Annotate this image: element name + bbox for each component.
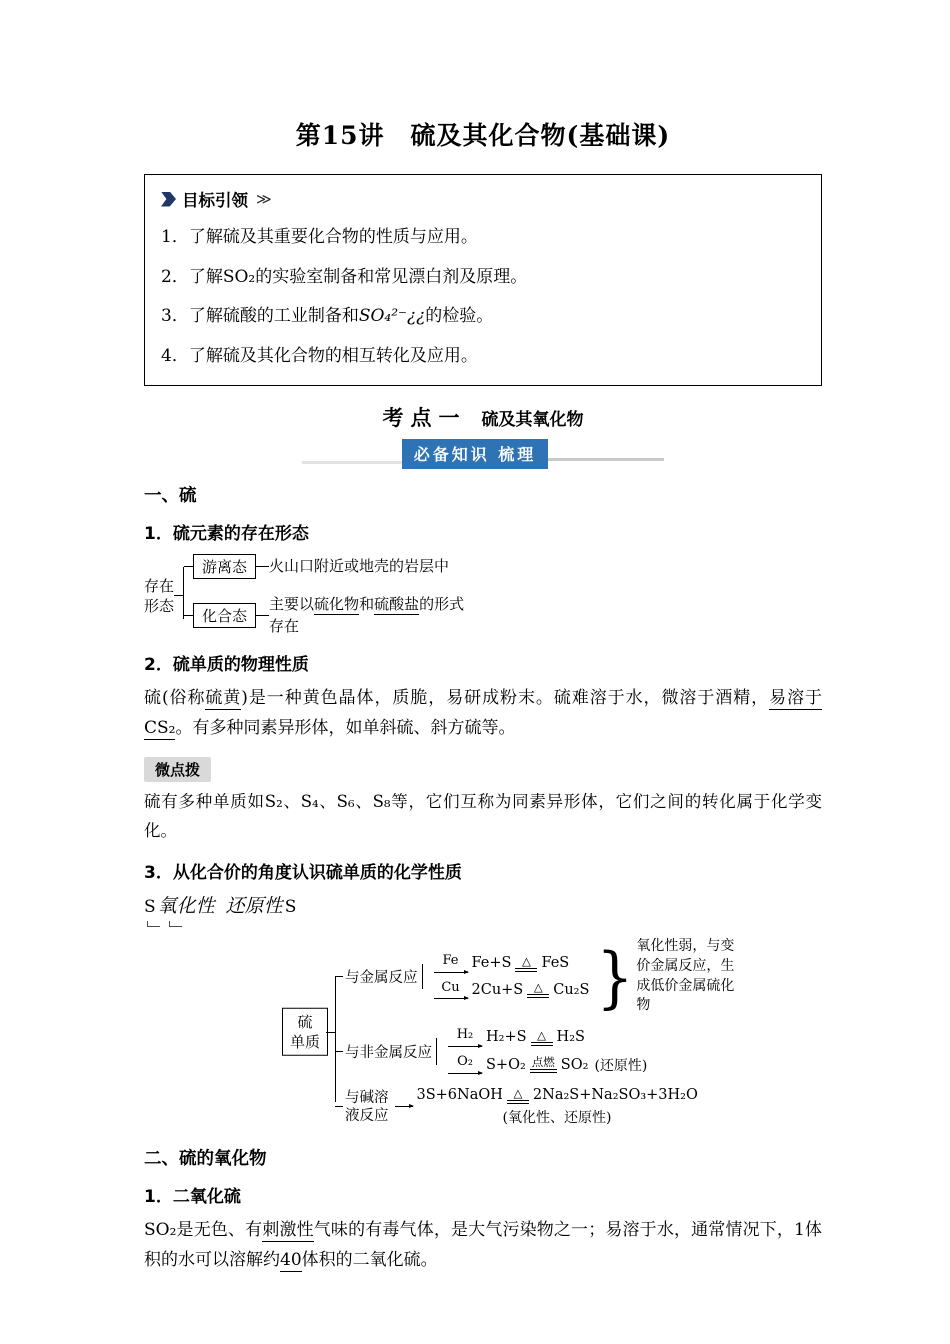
connector-line [256, 615, 269, 616]
objectives-header [161, 187, 805, 211]
sulfate-underlined: 硫酸盐 [374, 595, 420, 613]
oxidizing-word: 氧化性 [157, 894, 215, 917]
objective-item-2: 2．了解SO₂的实验室制备和常见漂白剂及原理。 [161, 266, 528, 287]
artifact-mark [147, 921, 160, 927]
reaction-condition-arrow [531, 1029, 553, 1046]
section-1-heading: 一、硫 [144, 486, 197, 506]
flowchart-branches [335, 937, 822, 1127]
objectives-header-label: 目标引领 [182, 191, 248, 210]
existence-label-line-2: 形态 [144, 596, 175, 615]
double-line-icon [507, 1100, 529, 1104]
equation-left: 3S+6NaOH [416, 1087, 503, 1104]
sulfur-symbol-left: S [144, 896, 156, 917]
double-line-icon [530, 1069, 557, 1073]
labeled-arrow [448, 1055, 482, 1073]
hydrogen-reaction-row [444, 1028, 647, 1046]
double-line-icon [515, 968, 537, 972]
text-run: )是一种黄色晶体，质脆，易研成粉末。硫难溶于水，微溶于酒精， [241, 687, 770, 708]
valence-formula-line [144, 891, 822, 927]
tip-badge: 微点拨 [144, 757, 211, 782]
text-run: 气味的有毒气体，是大气污染物之一；易溶于水，通常情况下，1体积的水可以溶解约 [144, 1219, 822, 1271]
physical-properties-paragraph [144, 683, 822, 744]
section-2-heading: 二、硫的氧化物 [144, 1148, 267, 1169]
metal-branch-label: 与金属反应 [345, 970, 418, 986]
objective-item-4: 4．了解硫及其化合物的相互转化及应用。 [161, 345, 478, 366]
knowledge-banner: 必备知识 梳理 [402, 439, 549, 469]
equation-left: H₂+S [486, 1029, 527, 1046]
delta-condition: △ [533, 980, 543, 995]
metal-branch-note: 氧化性弱，与变价金属反应，生成低价金属硫化物 [636, 937, 735, 1014]
flowchart-root-box [282, 1008, 328, 1057]
alkali-branch-label [345, 1089, 389, 1125]
tip-paragraph: 硫有多种单质如S₂、S₄、S₆、S₈等，它们互称为同素异形体，它们之间的转化属于化学变化。 [144, 792, 822, 840]
equation-left: Fe+S [471, 955, 512, 972]
metal-subbranches [422, 954, 590, 999]
labeled-arrow [448, 1028, 482, 1046]
objective-item-3 [161, 304, 805, 330]
free-state-text: 火山口附近或地壳的岩层中 [269, 556, 450, 575]
arrow-icon [448, 1046, 482, 1047]
section-2-sub-1: 1．二氧化硫 [144, 1186, 241, 1207]
iron-reaction-row [430, 954, 590, 972]
ignite-condition: 点燃 [531, 1054, 555, 1069]
reaction-condition-arrow [507, 1087, 529, 1104]
equation-right: SO₂ [560, 1056, 589, 1073]
alkali-equation-column [417, 1087, 698, 1127]
objective-item-1: 1．了解硫及其重要化合物的性质与应用。 [161, 227, 478, 247]
arrow-label-o2: O₂ [457, 1054, 473, 1070]
text-run: 硫(俗称 [144, 687, 206, 708]
forty-underlined: 40 [280, 1250, 302, 1271]
cs2-solubility-underlined: 易溶于CS₂ [144, 687, 823, 738]
labeled-arrow [434, 954, 468, 972]
text-run: SO₂是无色、有 [144, 1219, 263, 1240]
oxygen-reaction-row [444, 1055, 647, 1075]
sulfur-symbol-right: S [284, 896, 297, 917]
root-label-line-1: 硫 [297, 1012, 313, 1031]
reaction-condition-arrow [527, 981, 549, 998]
equation-right: FeS [541, 955, 570, 972]
objectives-box [144, 174, 822, 386]
connector-line [256, 566, 269, 567]
exam-point-label: 考点一 [382, 406, 467, 430]
existence-rows [184, 554, 477, 638]
combined-text-run: 和 [359, 595, 375, 613]
arrow-icon [434, 972, 468, 973]
equation-left: 2Cu+S [471, 981, 524, 998]
root-label-line-2: 单质 [290, 1032, 321, 1051]
copper-reaction-row [430, 981, 590, 999]
equation-right: H₂S [556, 1029, 585, 1046]
existence-label-line-1: 存在 [144, 576, 175, 595]
formula-artifact-marks [147, 921, 822, 927]
connector-line [184, 566, 193, 567]
combined-state-text [269, 594, 477, 638]
connector-line [326, 1032, 335, 1033]
arrow-label-cu: Cu [441, 979, 460, 995]
exam-point-title: 硫及其氧化物 [481, 410, 584, 430]
tip-block [144, 747, 822, 846]
alkali-label-line-2: 液反应 [345, 1107, 389, 1124]
alkali-equation-row [417, 1087, 698, 1104]
existence-forms-diagram [144, 554, 822, 638]
existence-forms-label [144, 576, 174, 617]
free-state-row [184, 554, 477, 579]
connector-line [335, 977, 336, 1102]
exam-point-heading [144, 402, 822, 432]
banner-line-left [302, 461, 402, 464]
reaction-condition-arrow [530, 1056, 557, 1073]
irritating-underlined: 刺激性 [262, 1219, 314, 1240]
text-run: 体积的二氧化硫。 [301, 1250, 438, 1271]
arrow-icon [448, 1073, 482, 1074]
section-1-sub-3: 3．从化合价的角度认识硫单质的化学性质 [144, 862, 462, 883]
equation-left: S+O₂ [486, 1056, 526, 1073]
plain-arrow [395, 1106, 413, 1107]
connector-line [184, 615, 193, 616]
page-title: 第15讲 硫及其化合物(基础课) [295, 121, 671, 150]
double-line-icon [527, 994, 549, 998]
sulfate-ion-formula: SO₄²⁻¿¿ [358, 306, 426, 326]
equation-right: Cu₂S [553, 981, 590, 998]
sulfide-underlined: 硫化物 [314, 595, 360, 613]
section-1-sub-1: 1．硫元素的存在形态 [144, 524, 309, 544]
nonmetal-branch-label: 与非金属反应 [345, 1044, 432, 1061]
banner-line-right [548, 458, 664, 461]
nonmetal-reaction-branch [335, 1028, 822, 1074]
reaction-condition-arrow [515, 955, 537, 972]
text-run: 。有多种同素异形体，如单斜硫、斜方硫等。 [175, 717, 516, 738]
free-state-box: 游离态 [193, 554, 256, 579]
reducing-note: (还原性) [594, 1057, 648, 1074]
delta-condition: △ [513, 1085, 523, 1100]
objective-3-text-pre: 3．了解硫酸的工业制备和 [161, 306, 359, 326]
reducing-word: 还原性 [225, 894, 283, 917]
nonmetal-subbranches [436, 1028, 647, 1074]
delta-condition: △ [522, 953, 531, 968]
equation-right: 2Na₂S+Na₂SO₃+3H₂O [532, 1087, 698, 1104]
labeled-arrow [434, 981, 468, 999]
arrow-label-fe: Fe [442, 953, 459, 969]
artifact-mark [169, 921, 182, 927]
delta-condition: △ [537, 1027, 546, 1042]
arrow-label-h2: H₂ [456, 1027, 474, 1043]
so2-properties-paragraph [144, 1215, 822, 1276]
metal-reaction-branch [335, 937, 822, 1017]
arrow-icon [395, 1106, 413, 1107]
combined-state-box: 化合态 [193, 603, 256, 628]
knowledge-banner-row [144, 440, 822, 468]
double-line-icon [531, 1042, 553, 1046]
brace-icon: } [596, 937, 634, 1016]
double-chevron-icon: ≫ [256, 190, 272, 208]
section-1-sub-2: 2．硫单质的物理性质 [144, 654, 309, 675]
objective-3-text-post: 的检验。 [425, 306, 494, 326]
target-arrow-icon [161, 192, 176, 207]
combined-text-run: 主要以 [269, 595, 315, 613]
connector-line [174, 595, 183, 596]
sulfur-reactions-flowchart [144, 937, 822, 1127]
liuhuang-underlined: 硫黄 [205, 687, 242, 708]
combined-text-run: 的形式存在 [269, 595, 465, 635]
alkali-reaction-note: (氧化性、还原性) [502, 1109, 612, 1126]
alkali-label-line-1: 与碱溶 [345, 1089, 389, 1106]
arrow-icon [434, 998, 468, 999]
combined-state-row [184, 594, 477, 638]
alkali-reaction-branch [335, 1087, 822, 1127]
